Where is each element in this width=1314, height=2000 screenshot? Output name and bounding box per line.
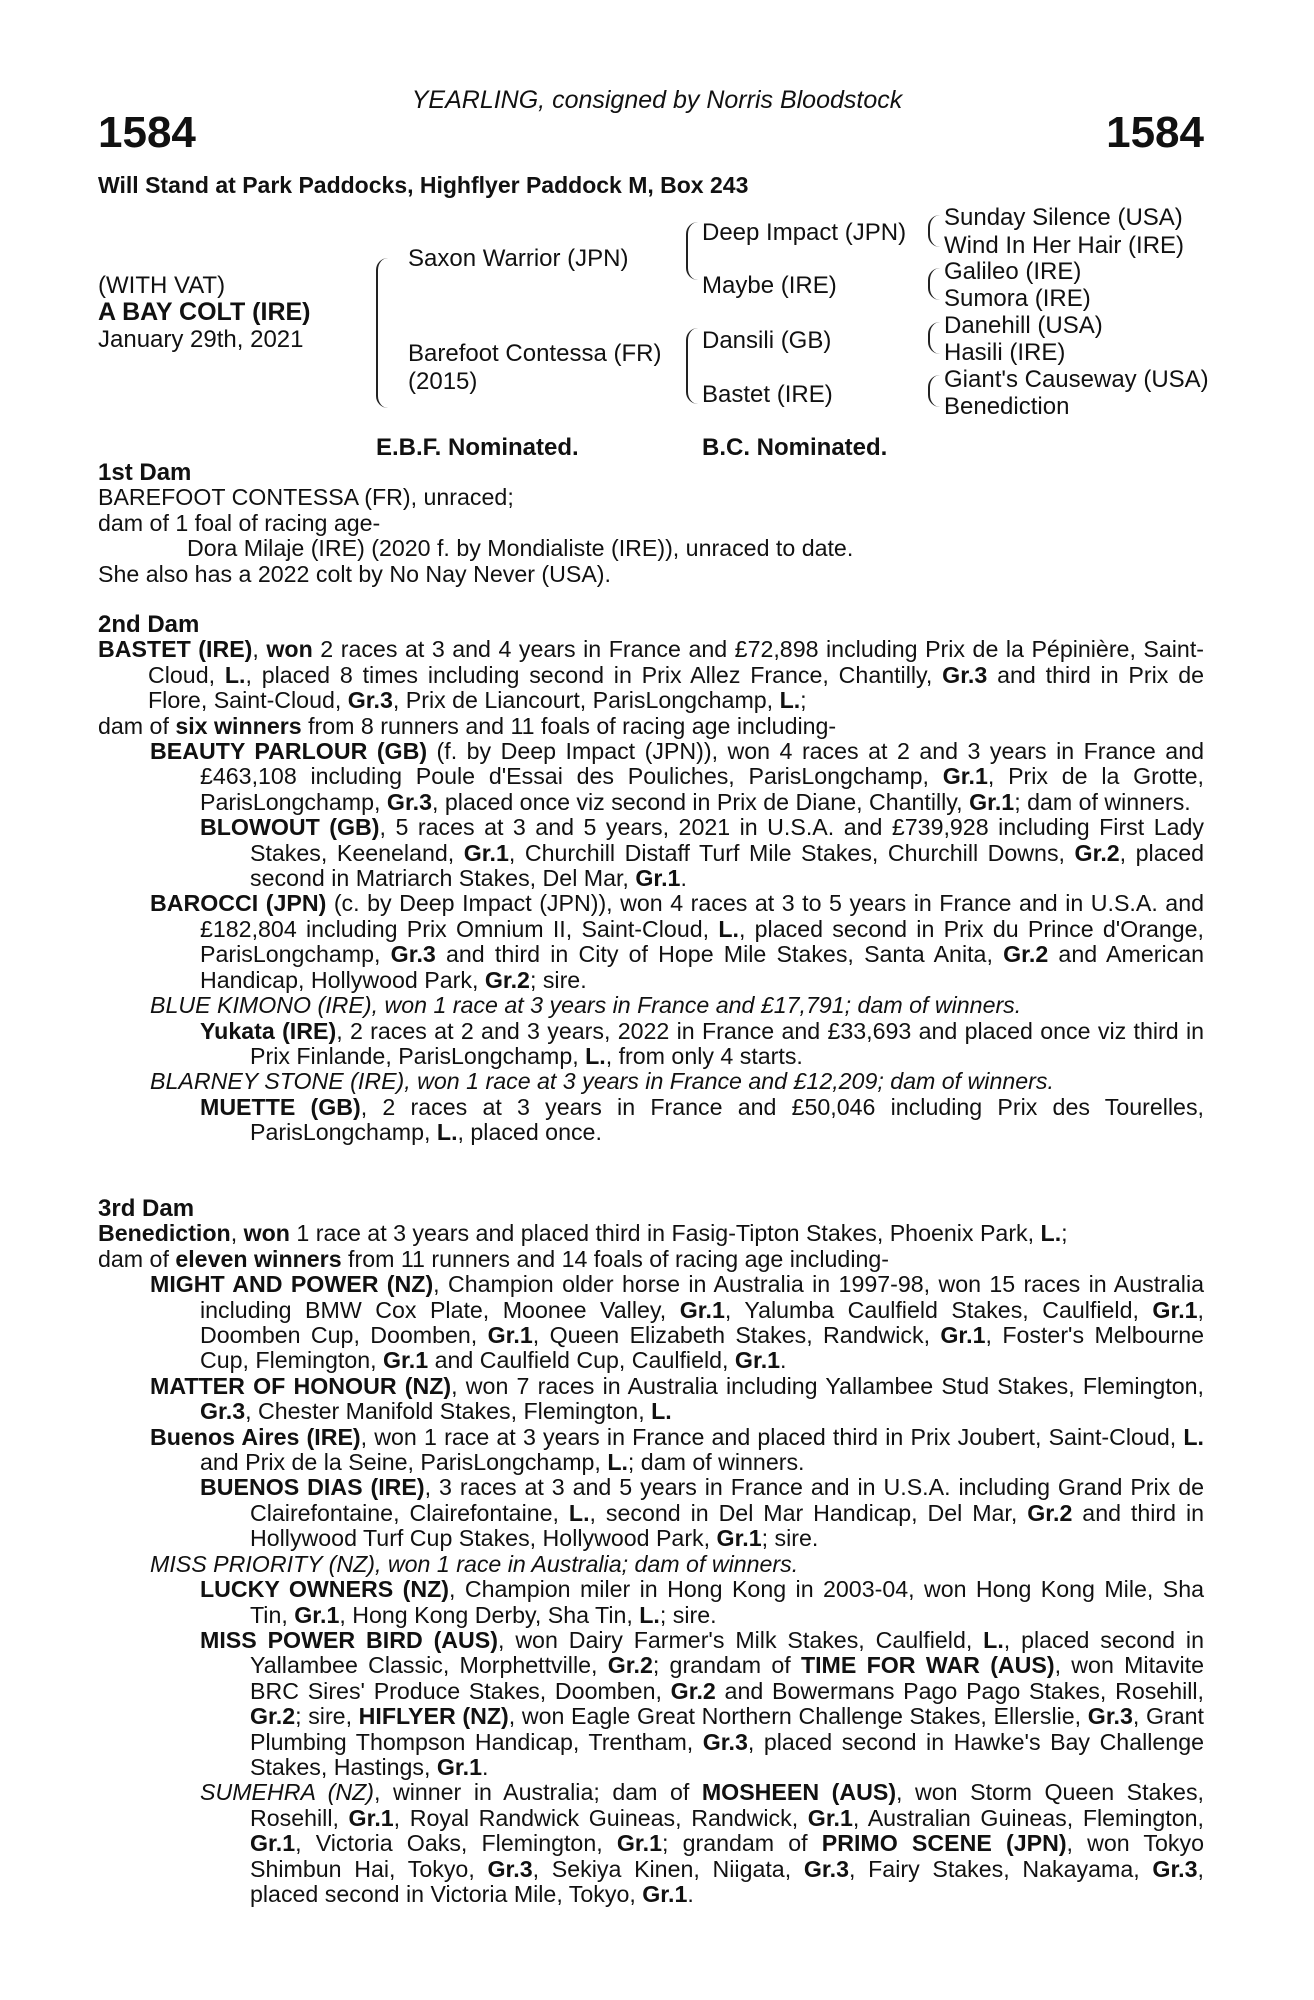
winners-count: eleven winners (175, 1245, 342, 1272)
entry-text: and Caulfield Cup, Caulfield, (428, 1347, 735, 1374)
horse-name: BAROCCI (JPN) (150, 890, 327, 917)
entry-text: ; (800, 687, 807, 714)
entry-text: (c. by Deep Impact (JPN)), won 4 races at 3 to 5 years in France and in U.S.A. and £182,804 including Prix Omnium II, Saint-Cloud, (200, 890, 1204, 942)
entry-text: ; sire. (659, 1601, 717, 1628)
grade: Gr.1 (348, 1804, 394, 1831)
pedigree-sire: Saxon Warrior (JPN) (408, 245, 629, 272)
won-text: won (243, 1220, 290, 1247)
entry-text: ; grandam of (652, 1652, 801, 1679)
grade: Gr.2 (1027, 1499, 1073, 1526)
pedigree-brace-g2 (928, 268, 940, 300)
lot-number-right: 1584 (1106, 108, 1204, 157)
grade: Gr.1 (969, 788, 1015, 815)
progeny-entry (150, 1374, 1204, 1425)
entry-text: . (780, 1347, 787, 1374)
entry-text: , Prix de la Grotte, ParisLongchamp, (200, 763, 1205, 815)
entry-text: ; dam of winners. (1014, 788, 1191, 815)
horse-name: MATTER OF HONOUR (NZ) (150, 1372, 452, 1399)
bc-nomination: B.C. Nominated. (702, 434, 888, 461)
first-dam-section (98, 460, 1204, 587)
entry-text: , placed second in Hawke's Bay Challenge Stakes, Hastings, (250, 1728, 1204, 1780)
entry-text: , from only 4 starts. (605, 1042, 803, 1069)
entry-text: , won 7 races in Australia including Yallambee Stud Stakes, Flemington, (451, 1372, 1204, 1399)
entry-text: , 3 races at 3 and 5 years in France and in U.S.A. including Grand Prix de Clairefontaine, Clairefontaine, (250, 1474, 1205, 1526)
entry-text: , Doomben Cup, Doomben, (200, 1296, 1204, 1349)
grade: Gr.1 (807, 1804, 853, 1831)
entry-text: , placed second in Victoria Mile, Tokyo, (250, 1855, 1204, 1907)
grade: Gr.1 (294, 1601, 340, 1628)
progeny-entry (200, 1780, 1204, 1907)
entry-text: . (687, 1880, 694, 1907)
entry-text: and third in Prix de Flore, Saint-Cloud, (148, 661, 1204, 714)
grade: Gr.3 (803, 1855, 849, 1882)
entry-text: , 5 races at 3 and 5 years, 2021 in U.S.A. and £739,928 including First Lady Stakes, Keeneland, (250, 814, 1204, 866)
entry-text: and Prix de la Seine, ParisLongchamp, (200, 1449, 608, 1476)
pedigree-g1: Sunday Silence (USA) (944, 204, 1183, 231)
entry-text: , won Mitavite BRC Sires' Produce Stakes, Doomben, (250, 1652, 1204, 1704)
dam-of-line (98, 714, 1204, 739)
progeny-entry (200, 1475, 1204, 1551)
pedigree-brace-g3 (928, 322, 940, 354)
entry-text: and third in City of Hope Mile Stakes, Santa Anita, (435, 941, 1004, 968)
entry-text: , Yalumba Caulfield Stakes, Caulfield, (724, 1296, 1153, 1323)
entry-text: , placed second in Matriarch Stakes, Del Mar, (250, 839, 1204, 892)
grade: Gr.1 (487, 1322, 533, 1349)
horse-name: PRIMO SCENE (JPN) (821, 1830, 1067, 1857)
horse-name: MUETTE (GB) (200, 1093, 361, 1120)
pedigree-brace-sire (686, 222, 698, 280)
entry-text: , Chester Manifold Stakes, Flemington, (245, 1398, 652, 1425)
grade: L. (568, 1499, 590, 1526)
entry-text: , placed once. (457, 1119, 602, 1146)
pedigree-sire-sire: Deep Impact (JPN) (702, 219, 907, 246)
entry-text: and third in Hollywood Turf Cup Stakes, Hollywood Park, (250, 1499, 1205, 1552)
entry-text: , won Tokyo Shimbun Hai, Tokyo, (250, 1830, 1205, 1882)
first-dam-line: BAREFOOT CONTESSA (FR), unraced; (98, 484, 514, 511)
grade: Gr.1 (1152, 1296, 1198, 1323)
pedigree-dam-dam: Bastet (IRE) (702, 381, 833, 408)
entry-text: , won Dairy Farmer's Milk Stakes, Caulfield, (498, 1626, 984, 1653)
entry-text: , Grant Plumbing Thompson Handicap, Trentham, (250, 1703, 1204, 1755)
horse-name: BLUE KIMONO (IRE) (150, 992, 372, 1019)
grade: L. (1040, 1220, 1062, 1247)
first-dam-foal: Dora Milaje (IRE) (2020 f. by Mondialiste (IRE)), unraced to date. (187, 535, 854, 562)
horse-dob: January 29th, 2021 (98, 326, 304, 353)
progeny-entry (150, 1069, 1204, 1094)
entry-text: ; grandam of (661, 1830, 822, 1857)
third-dam-heading: 3rd Dam (98, 1195, 195, 1222)
horse-name: BLARNEY STONE (IRE) (150, 1068, 405, 1095)
horse-name: MISS POWER BIRD (AUS) (200, 1626, 498, 1653)
horse-name: MIGHT AND POWER (NZ) (150, 1271, 434, 1298)
catalogue-heading: YEARLING, consigned by Norris Bloodstock (411, 86, 903, 114)
grade: L. (607, 1449, 628, 1476)
grade: Gr.1 (463, 839, 509, 866)
grade: Gr.2 (1003, 941, 1049, 968)
progeny-entry (150, 1552, 1204, 1577)
entry-text: , second in Del Mar Handicap, Del Mar, (589, 1499, 1028, 1526)
grade: Gr.2 (607, 1652, 653, 1679)
entry-text: , Champion older horse in Australia in 1997-98, won 15 races in Australia including BMW Cox Plate, Moonee Valley, (200, 1271, 1204, 1323)
grade: L. (983, 1626, 1004, 1653)
horse-name: MOSHEEN (AUS) (701, 1779, 897, 1806)
entry-text: , placed 8 times including second in Prix Allez France, Chantilly, (245, 661, 943, 688)
grade: L. (585, 1042, 606, 1069)
grade: Gr.3 (200, 1398, 246, 1425)
ebf-nomination: E.B.F. Nominated. (376, 434, 579, 461)
entry-text: , 2 races at 3 years in France and £50,046 including Prix des Tourelles, ParisLongchamp, (250, 1093, 1204, 1146)
pedigree-g5: Danehill (USA) (944, 312, 1103, 339)
grade: Gr.3 (390, 941, 436, 968)
grade: Gr.3 (1152, 1855, 1198, 1882)
progeny-entry (200, 1628, 1204, 1780)
entry-text: , Prix de Liancourt, ParisLongchamp, (392, 687, 780, 714)
horse-name: BLOWOUT (GB) (200, 814, 380, 841)
grade: Gr.1 (635, 865, 681, 892)
progeny-entry (150, 891, 1204, 993)
horse-name: A BAY COLT (IRE) (98, 298, 311, 326)
pedigree-dam: Barefoot Contessa (FR) (408, 340, 662, 367)
grade: Gr.2 (250, 1703, 296, 1730)
first-dam-line: dam of 1 foal of racing age- (98, 509, 381, 536)
horse-name: Buenos Aires (IRE) (150, 1423, 361, 1450)
entry-text: from 11 runners and 14 foals of racing age including- (341, 1245, 889, 1272)
pedigree-g7: Giant's Causeway (USA) (944, 366, 1209, 393)
dam-entry: Benediction, won 1 race at 3 years and placed third in Fasig-Tipton Stakes, Phoenix Park, L.; (98, 1220, 1068, 1247)
pedigree-dam-sire: Dansili (GB) (702, 327, 832, 354)
entry-text: , placed second in Yallambee Classic, Morphettville, (250, 1626, 1204, 1679)
progeny-entry (200, 815, 1204, 891)
pedigree-sire-dam: Maybe (IRE) (702, 272, 837, 299)
progeny-entry (150, 1425, 1204, 1476)
entry-text: , won 1 race in Australia; dam of winners. (375, 1550, 799, 1577)
entry-text: from 8 runners and 11 foals of racing age including- (301, 712, 837, 739)
pedigree-g8: Benediction (944, 393, 1070, 420)
entry-text: , won 1 race at 3 years in France and £17,791; dam of winners. (371, 992, 1022, 1019)
grade: L. (639, 1601, 660, 1628)
pedigree-g2: Wind In Her Hair (IRE) (944, 232, 1185, 259)
entry-text: ; sire. (761, 1525, 819, 1552)
progeny-entry (200, 1019, 1204, 1070)
entry-text: , won Eagle Great Northern Challenge Stakes, Ellerslie, (508, 1703, 1088, 1730)
entry-text: ; sire, (295, 1703, 359, 1730)
horse-name: MISS PRIORITY (NZ) (150, 1550, 376, 1577)
entry-text: , 2 races at 2 and 3 years, 2022 in France and £33,693 and placed once viz third in Prix Finlande, ParisLongchamp, (250, 1017, 1204, 1069)
grade: Gr.1 (716, 1525, 762, 1552)
entry-text: , winner in Australia; dam of (373, 1779, 702, 1806)
pedigree-brace-dam (686, 328, 698, 404)
dam-entry: BASTET (IRE), won 2 races at 3 and 4 years in France and £72,898 including Prix de la Pépinière, Saint-Cloud, L., placed 8 times including second in Prix Allez France, Chantilly, Gr.3 and third in Prix de Flore, Saint-Cloud, Gr.3, Prix de Liancourt, ParisLongchamp, L.; (98, 636, 1204, 714)
entry-text: . (482, 1753, 489, 1780)
entry-text: , placed second in Prix du Prince d'Orange, ParisLongchamp, (200, 915, 1204, 968)
grade: Gr.2 (670, 1677, 716, 1704)
pedigree-brace-g1 (928, 215, 940, 247)
stand-location: Will Stand at Park Paddocks, Highflyer Paddock M, Box 243 (98, 172, 749, 198)
grade: L. (1183, 1423, 1204, 1450)
horse-name: BASTET (IRE) (98, 636, 253, 663)
entry-text: dam of (98, 1245, 176, 1272)
grade: L. (436, 1119, 458, 1146)
grade: L. (718, 915, 739, 942)
entry-text: , Hong Kong Derby, Sha Tin, (339, 1601, 640, 1628)
dam-of-line (98, 1247, 1204, 1272)
horse-name: HIFLYER (NZ) (358, 1703, 509, 1730)
horse-name: Benediction (98, 1220, 231, 1247)
horse-name: SUMEHRA (NZ) (200, 1779, 374, 1806)
entry-text: , placed once viz second in Prix de Diane, Chantilly, (432, 788, 970, 815)
entry-text: , Australian Guineas, Flemington, (852, 1804, 1204, 1831)
grade: L. (651, 1398, 672, 1425)
vat-note: (WITH VAT) (98, 272, 226, 299)
pedigree-dam-year: (2015) (408, 368, 478, 395)
entry-text: , Royal Randwick Guineas, Randwick, (393, 1804, 808, 1831)
entry-text: (f. by Deep Impact (JPN)), won 4 races at 2 and 3 years in France and £463,108 including Poule d'Essai des Pouliches, ParisLongchamp, (200, 738, 1204, 790)
entry-text: , won 1 race at 3 years in France and placed third in Prix Joubert, Saint-Cloud, (360, 1423, 1184, 1450)
progeny-entry (150, 993, 1204, 1018)
horse-name: Yukata (IRE) (200, 1017, 337, 1044)
entry-text: , Victoria Oaks, Flemington, (295, 1830, 617, 1857)
grade: Gr.1 (942, 763, 988, 790)
first-dam-line: She also has a 2022 colt by No Nay Never (USA). (98, 560, 611, 587)
entry-text: , won Storm Queen Stakes, Rosehill, (250, 1779, 1204, 1831)
grade: Gr.1 (642, 1880, 688, 1907)
grade: Gr.3 (386, 788, 433, 815)
grade: Gr.2 (484, 966, 530, 993)
grade: Gr.1 (940, 1322, 986, 1349)
pedigree-g3: Galileo (IRE) (944, 258, 1082, 285)
entry-text: ; sire. (529, 966, 587, 993)
progeny-entry (200, 1577, 1204, 1628)
pedigree-g6: Hasili (IRE) (944, 339, 1066, 366)
entry-text: , Queen Elizabeth Stakes, Randwick, (532, 1322, 941, 1349)
entry-text: and American Handicap, Hollywood Park, (200, 941, 1204, 993)
entry-text: ; (1061, 1220, 1068, 1247)
entry-text: 1 race at 3 years and placed third in Fasig-Tipton Stakes, Phoenix Park, (289, 1220, 1041, 1247)
grade: Gr.3 (1087, 1703, 1133, 1730)
grade: L. (224, 661, 246, 688)
horse-name: BEAUTY PARLOUR (GB) (150, 738, 428, 765)
progeny-entry (200, 1095, 1204, 1146)
grade: Gr.1 (616, 1830, 662, 1857)
entry-text: ; dam of winners. (627, 1449, 805, 1476)
grade: Gr.1 (250, 1830, 296, 1857)
pedigree-brace-g4 (928, 375, 940, 407)
entry-text: dam of (98, 712, 176, 739)
entry-text: 2 races at 3 and 4 years in France and £72,898 including Prix de la Pépinière, Saint-Cloud, (148, 636, 1204, 688)
horse-name: TIME FOR WAR (AUS) (800, 1652, 1055, 1679)
horse-name: LUCKY OWNERS (NZ) (200, 1576, 449, 1603)
grade: Gr.1 (383, 1347, 429, 1374)
second-dam-heading: 2nd Dam (98, 611, 200, 638)
second-dam-section (98, 612, 1204, 1146)
progeny-entry (150, 1272, 1204, 1374)
grade: Gr.3 (942, 661, 988, 688)
grade: L. (779, 687, 801, 714)
grade: Gr.3 (702, 1728, 748, 1755)
pedigree-g4: Sumora (IRE) (944, 285, 1091, 312)
lot-number-left: 1584 (98, 108, 196, 157)
grade: Gr.1 (436, 1753, 482, 1780)
progeny-entry (150, 739, 1204, 815)
third-dam-section (98, 1196, 1204, 1907)
first-dam-heading: 1st Dam (98, 459, 192, 486)
entry-text: , Sekiya Kinen, Niigata, (532, 1855, 804, 1882)
entry-text: , Champion miler in Hong Kong in 2003-04, won Hong Kong Mile, Sha Tin, (250, 1576, 1205, 1628)
grade: Gr.2 (1074, 839, 1120, 866)
grade: Gr.3 (487, 1855, 533, 1882)
won-text: won (266, 636, 313, 663)
entry-text: , Churchill Distaff Turf Mile Stakes, Churchill Downs, (508, 839, 1075, 866)
horse-name: BUENOS DIAS (IRE) (200, 1474, 425, 1501)
entry-text: , won 1 race at 3 years in France and £12,209; dam of winners. (404, 1068, 1054, 1095)
entry-text: , Fairy Stakes, Nakayama, (848, 1855, 1153, 1882)
entry-text: and Bowermans Pago Pago Stakes, Rosehill, (715, 1677, 1204, 1704)
grade: Gr.1 (734, 1347, 781, 1374)
entry-text: , Foster's Melbourne Cup, Flemington, (200, 1322, 1205, 1374)
winners-count: six winners (175, 712, 302, 739)
entry-text: . (680, 865, 687, 892)
grade: Gr.1 (679, 1296, 725, 1323)
grade: Gr.3 (347, 687, 393, 714)
pedigree-brace-main (376, 258, 388, 408)
